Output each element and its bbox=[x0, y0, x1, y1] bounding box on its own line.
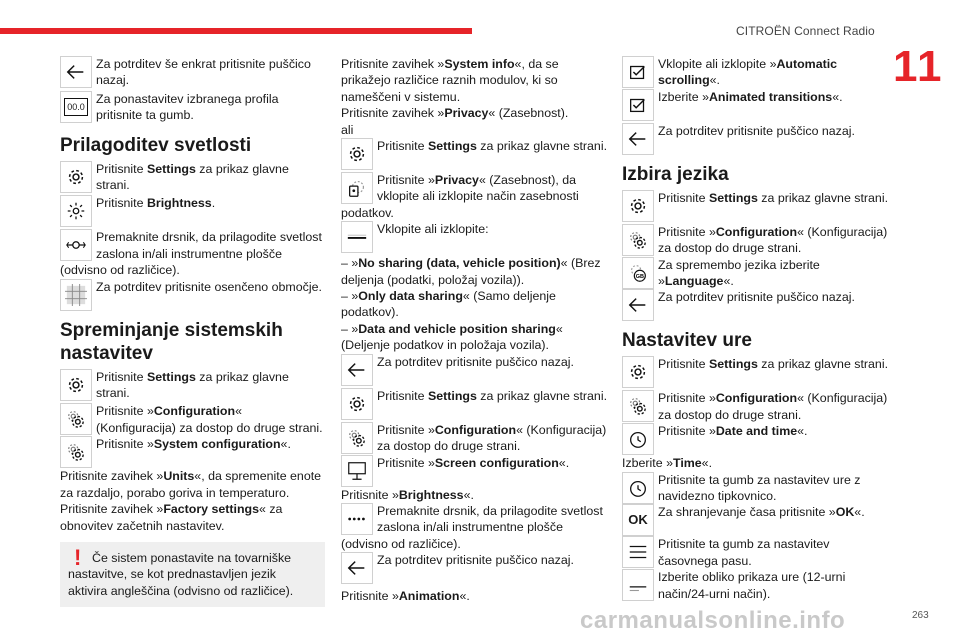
step-row bbox=[60, 369, 325, 402]
paragraph: Pritisnite zavihek »Factory settings« za obnovitev začetnih nastavitev. bbox=[60, 502, 283, 533]
step-text: Pritisnite Settings za prikaz glavne strani. bbox=[377, 139, 608, 154]
header-title: CITROËN Connect Radio bbox=[736, 24, 875, 38]
step-text: Pritisnite »Configuration« (Konfiguracija) za dostop do druge strani. bbox=[658, 224, 888, 256]
warning-text: Če sistem ponastavite na tovarniške nastavitve, se kot prednastavljen jezik aktivira angleščina (odvisno od različice). bbox=[68, 550, 294, 598]
paragraph: Pritisnite zavihek »Privacy« (Zasebnost). bbox=[341, 106, 569, 121]
step-text: Izberite »Animated transitions«. bbox=[658, 89, 843, 104]
back-arrow-icon bbox=[341, 552, 373, 584]
step-row bbox=[60, 403, 325, 436]
step-text: Za potrditev pritisnite puščico nazaj. bbox=[658, 290, 855, 305]
step-row bbox=[60, 229, 325, 278]
step-row bbox=[341, 552, 609, 584]
back-arrow-icon bbox=[622, 289, 654, 321]
screen-icon bbox=[341, 455, 373, 487]
step-row bbox=[60, 436, 325, 468]
step-text: Premaknite drsnik, da prilagodite svetlost zaslona in/ali instrumentne plošče (odvisno od različice). bbox=[341, 503, 603, 551]
step-text: Za potrditev pritisnite puščico nazaj. bbox=[377, 354, 574, 369]
step-text: Pritisnite »Configuration« (Konfiguracija) za dostop do druge strani. bbox=[377, 422, 607, 454]
shaded-area-icon bbox=[60, 279, 92, 311]
step-text: Pritisnite »Configuration« (Konfiguracija) za dostop do druge strani. bbox=[96, 404, 323, 435]
ok-icon-label: OK bbox=[628, 512, 648, 528]
step-row bbox=[341, 138, 609, 170]
step-text: Za ponastavitev izbranega profila pritisnite ta gumb. bbox=[96, 91, 279, 123]
step-row bbox=[622, 56, 890, 89]
step-row bbox=[341, 503, 609, 552]
settings-gear-icon bbox=[60, 161, 92, 193]
step-text: Pritisnite Settings za prikaz glavne strani. bbox=[96, 161, 289, 193]
toggle-icon bbox=[341, 221, 373, 253]
paragraph: Izberite »Time«. bbox=[622, 456, 713, 471]
configuration-icon bbox=[60, 403, 92, 435]
step-row bbox=[622, 224, 890, 257]
date-time-icon bbox=[622, 423, 654, 455]
timezone-icon bbox=[622, 536, 654, 568]
privacy-icon bbox=[341, 172, 373, 204]
step-row bbox=[60, 91, 325, 124]
step-row bbox=[622, 257, 890, 290]
step-text: Pritisnite Settings za prikaz glavne strani. bbox=[377, 388, 608, 403]
step-text: Pritisnite ta gumb za nastavitev časovnega pasu. bbox=[658, 537, 830, 568]
step-text: Za potrditev pritisnite puščico nazaj. bbox=[658, 123, 855, 138]
chapter-number: 11 bbox=[893, 42, 944, 91]
step-row bbox=[622, 504, 890, 536]
slider-dots-icon bbox=[341, 503, 373, 535]
section-heading: Nastavitev ure bbox=[622, 330, 752, 352]
settings-gear-icon bbox=[60, 369, 92, 401]
step-text: Za potrditev pritisnite puščico nazaj. bbox=[377, 553, 574, 568]
step-row bbox=[341, 388, 609, 420]
list-item: – »Only data sharing« (Samo deljenje podatkov). bbox=[341, 289, 556, 320]
step-row bbox=[60, 279, 325, 311]
step-row bbox=[622, 536, 890, 569]
step-row bbox=[622, 123, 890, 155]
paragraph: ali bbox=[341, 122, 354, 137]
step-row bbox=[622, 390, 890, 423]
step-row bbox=[341, 422, 609, 455]
brightness-icon bbox=[60, 195, 92, 227]
step-row bbox=[60, 195, 325, 227]
step-text: Pritisnite »Privacy« (Zasebnost), da vklopite ali izklopite način zasebnosti podatkov. bbox=[341, 173, 579, 220]
step-text: Pritisnite Brightness. bbox=[96, 196, 216, 211]
checkbox-icon bbox=[622, 56, 654, 88]
step-text: Vklopite ali izklopite »Automatic scrolling«. bbox=[658, 57, 838, 88]
step-row bbox=[60, 161, 325, 194]
step-text: Za shranjevanje časa pritisnite »OK«. bbox=[658, 505, 865, 520]
step-text: Pritisnite »Screen configuration«. bbox=[377, 455, 570, 470]
ok-icon bbox=[622, 504, 654, 536]
clock-format-icon bbox=[622, 569, 654, 601]
step-row bbox=[622, 423, 890, 455]
step-row bbox=[341, 221, 609, 253]
list-item: – »No sharing (data, vehicle position)« (Brez deljenja (podatki, položaj vozila)). bbox=[341, 256, 601, 287]
step-row bbox=[622, 356, 890, 388]
paragraph: Pritisnite zavihek »System info«, da se prikažejo različice raznih modulov, ki so nameščeni v sistemu. bbox=[341, 57, 559, 104]
list-item: – »Data and vehicle position sharing« (Deljenje podatkov in položaja vozila). bbox=[341, 321, 563, 353]
step-row bbox=[622, 569, 890, 602]
page-number: 263 bbox=[912, 610, 929, 621]
clock-icon bbox=[622, 472, 654, 504]
step-row bbox=[60, 56, 325, 89]
step-text: Pritisnite ta gumb za nastavitev ure z navidezno tipkovnico. bbox=[658, 472, 861, 504]
column-3 bbox=[622, 56, 890, 602]
paragraph: Pritisnite »Brightness«. bbox=[341, 487, 474, 502]
checkbox-icon bbox=[622, 89, 654, 121]
step-text: Premaknite drsnik, da prilagodite svetlost zaslona in/ali instrumentne plošče (odvisno od različice). bbox=[60, 230, 322, 278]
section-heading: Spreminjanje sistemskih nastavitev bbox=[60, 319, 283, 364]
step-text: Pritisnite »System configuration«. bbox=[96, 437, 291, 452]
step-text: Za potrditev pritisnite osenčeno območje. bbox=[96, 279, 322, 294]
column-2 bbox=[341, 56, 609, 605]
section-heading: Prilagoditev svetlosti bbox=[60, 134, 252, 156]
settings-gear-icon bbox=[341, 138, 373, 170]
column-1 bbox=[60, 56, 325, 607]
paragraph: Pritisnite zavihek »Units«, da spremenite enote za razdaljo, porabo goriva in temperaturo. bbox=[60, 469, 322, 500]
step-row bbox=[341, 172, 609, 221]
step-text: Pritisnite Settings za prikaz glavne strani. bbox=[96, 369, 289, 401]
step-text: Vklopite ali izklopite: bbox=[377, 222, 489, 237]
reset-profile-icon bbox=[60, 91, 92, 123]
step-text: Za potrditev še enkrat pritisnite puščico nazaj. bbox=[96, 57, 311, 88]
step-text: Izberite obliko prikaza ure (12-urni način/24-urni način). bbox=[658, 570, 846, 601]
step-row bbox=[622, 89, 890, 121]
step-row bbox=[622, 190, 890, 222]
configuration-icon bbox=[341, 422, 373, 454]
configuration-icon bbox=[622, 390, 654, 422]
configuration-icon bbox=[622, 224, 654, 256]
step-row bbox=[622, 472, 890, 505]
back-arrow-icon bbox=[622, 123, 654, 155]
slider-icon bbox=[60, 229, 92, 261]
step-row bbox=[341, 354, 609, 386]
warning-box bbox=[60, 542, 325, 607]
settings-gear-icon bbox=[622, 356, 654, 388]
header-red-bar bbox=[0, 28, 472, 34]
watermark: carmanualsonline.info bbox=[580, 607, 846, 634]
step-row bbox=[341, 455, 609, 487]
settings-gear-icon bbox=[341, 388, 373, 420]
back-arrow-icon bbox=[341, 354, 373, 386]
reset-icon-label: 00.0 bbox=[64, 98, 88, 116]
paragraph: Pritisnite »Animation«. bbox=[341, 589, 470, 604]
step-text: Za spremembo jezika izberite »Language«. bbox=[658, 257, 820, 289]
warning-icon: ! bbox=[74, 544, 82, 570]
step-text: Pritisnite »Date and time«. bbox=[658, 424, 808, 439]
section-heading: Izbira jezika bbox=[622, 163, 729, 185]
step-text: Pritisnite »Configuration« (Konfiguracija) za dostop do druge strani. bbox=[658, 391, 888, 422]
settings-gear-icon bbox=[622, 190, 654, 222]
configuration-icon bbox=[60, 436, 92, 468]
step-row bbox=[622, 289, 890, 321]
step-text: Pritisnite Settings za prikaz glavne strani. bbox=[658, 190, 889, 205]
language-icon bbox=[622, 257, 654, 289]
back-arrow-icon bbox=[60, 56, 92, 88]
step-text: Pritisnite Settings za prikaz glavne strani. bbox=[658, 357, 889, 372]
